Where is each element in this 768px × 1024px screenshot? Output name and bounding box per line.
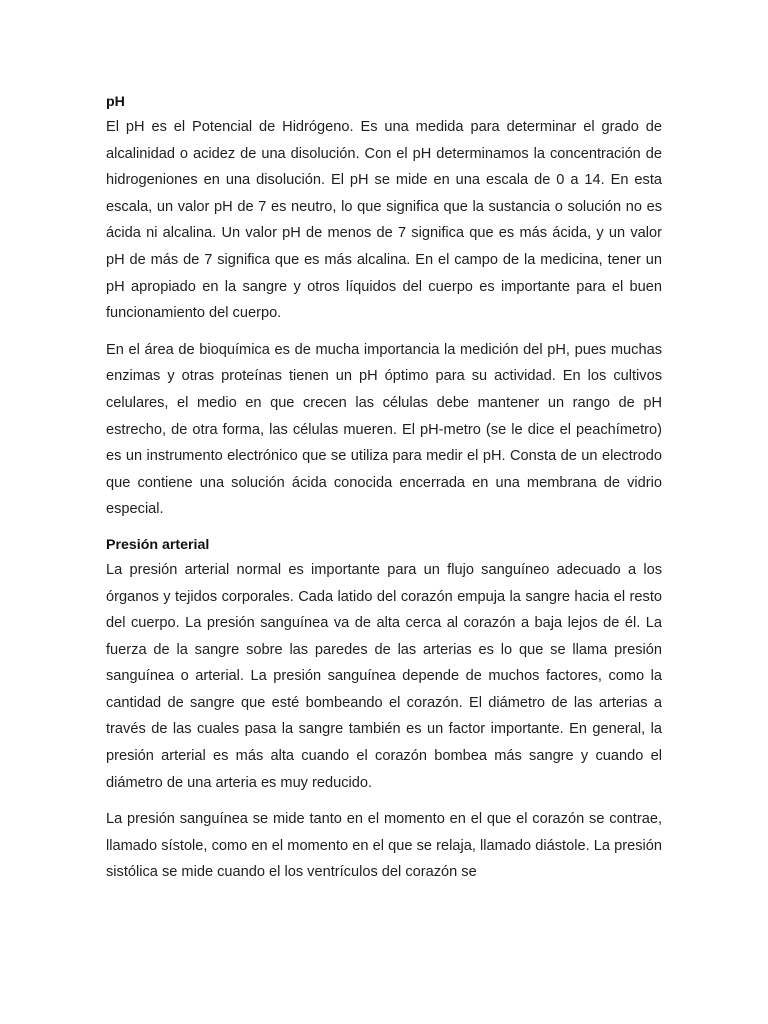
paragraph-ph-biochemistry: En el área de bioquímica es de mucha importancia la medición del pH, pues muchas enzimas y otras proteínas tienen un pH óptimo para su actividad. En los cultivos celulares, el medio en que crecen las células debe mantener un rango de pH estrecho, de otra forma, las células mueren. El pH-metro (se le dice el peachímetro) es un instrumento electrónico que se utiliza para medir el pH. Consta de un electrodo que contiene una solución ácida conocida encerrada en una membrana de vidrio especial. — [106, 341, 662, 518]
paragraph-presion-medicion: La presión sanguínea se mide tanto en el momento en el que el corazón se contrae, llamado sístole, como en el momento en el que se relaja, llamado diástole. La presión sistólica se mide cuando el los ventrículos del corazón se — [106, 811, 662, 881]
section-heading-presion-arterial: Presión arterial — [106, 536, 210, 553]
section-heading-ph: pH — [106, 94, 125, 110]
paragraph-ph-definition: El pH es el Potencial de Hidrógeno. Es una medida para determinar el grado de alcalinidad o acidez de una disolución. Con el pH determinamos la concentración de hidrogeniones en una disolución. El pH se mide en una escala de 0 a 14. En esta escala, un valor pH de 7 es neutro, lo que significa que la sustancia o solución no es ácida ni alcalina. Un valor pH de menos de 7 significa que es más ácida, y un valor pH de más de 7 significa que es más alcalina. En el campo de la medicina, tener un pH apropiado en la sangre y otros líquidos del cuerpo es importante para el buen funcionamiento del cuerpo. — [106, 119, 662, 322]
document-page — [106, 90, 662, 886]
paragraph-presion-normal: La presión arterial normal es importante para un flujo sanguíneo adecuado a los órganos y tejidos corporales. Cada latido del corazón empuja la sangre hacia el resto del cuerpo. La presión sanguínea va de alta cerca al corazón a baja lejos de él. La fuerza de la sangre sobre las paredes de las arterias es lo que se llama presión sanguínea o arterial. La presión sanguínea depende de muchos factores, como la cantidad de sangre que esté bombeando el corazón. El diámetro de las arterias a través de las cuales pasa la sangre también es un factor importante. En general, la presión arterial es más alta cuando el corazón bombea más sangre y cuando el diámetro de una arteria es muy reducido. — [106, 561, 662, 791]
